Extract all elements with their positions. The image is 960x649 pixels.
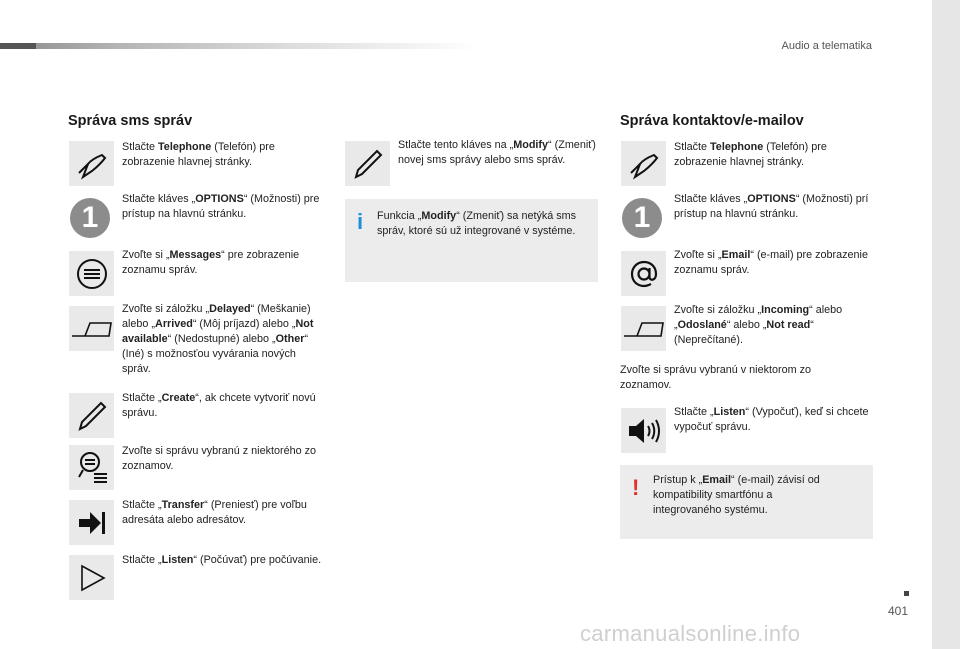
tab-icon bbox=[69, 306, 114, 351]
bold-term: Create bbox=[161, 392, 196, 404]
bold-term: Email bbox=[721, 249, 751, 261]
bold-term: Not read bbox=[766, 319, 811, 331]
bold-term: Other bbox=[275, 333, 305, 345]
bold-term: Delayed bbox=[209, 303, 251, 315]
bold-term: Listen bbox=[713, 406, 746, 418]
header-decor-bar bbox=[0, 43, 480, 49]
bold-term: Telephone bbox=[158, 141, 212, 153]
left-item-2-text: Zvoľte si „Messages“ pre zobrazenie zoznamu správ. bbox=[122, 249, 300, 276]
phone-handset-icon bbox=[621, 141, 666, 186]
pencil-icon bbox=[69, 393, 114, 438]
section-name: Audio a telematika bbox=[781, 40, 872, 52]
warning-note-text: Prístup k „Email“ (e-mail) závisí od kompatibility smartfónu a integrovaného systému. bbox=[653, 474, 820, 516]
bold-term: Messages bbox=[169, 249, 222, 261]
bold-term: Telephone bbox=[710, 141, 764, 153]
bold-term: OPTIONS bbox=[195, 193, 244, 205]
page-marker bbox=[904, 591, 909, 596]
bold-term: Listen bbox=[161, 554, 194, 566]
message-list-icon bbox=[69, 445, 114, 490]
modify-text: Stlačte tento kláves na „Modify“ (Zmeniť) novej sms správy alebo sms správ. bbox=[398, 139, 596, 166]
bold-term: Email bbox=[702, 474, 732, 486]
bold-term: Modify bbox=[513, 139, 549, 151]
left-item-6-text: Stlačte „Transfer“ (Preniesť) pre voľbu adresáta alebo adresátov. bbox=[122, 499, 307, 526]
heading-sms: Správa sms správ bbox=[68, 113, 193, 129]
side-margin-strip bbox=[932, 0, 960, 649]
step-number-1-left: 1 bbox=[70, 198, 110, 238]
phone-handset-icon bbox=[69, 141, 114, 186]
left-item-3-text: Zvoľte si záložku „Delayed“ (Meškanie) alebo „Arrived“ (Môj príjazd) alebo „Not available“ (Nedostupné) alebo „Other“ (Iné) s možnosťou vyvárania nových správ. bbox=[122, 303, 314, 375]
bold-term: Transfer bbox=[161, 499, 205, 511]
warning-icon: ! bbox=[632, 475, 640, 500]
bold-term: Not available bbox=[122, 318, 314, 345]
bold-term: Modify bbox=[421, 210, 457, 222]
right-item-3-text: Zvoľte si záložku „Incoming“ alebo „Odoslané“ alebo „Not read“ (Neprečítané). bbox=[674, 304, 843, 346]
pencil-icon bbox=[345, 141, 390, 186]
page-number: 401 bbox=[887, 604, 908, 618]
header-decor-dark bbox=[0, 43, 36, 49]
transfer-icon bbox=[69, 500, 114, 545]
left-item-5-text: Zvoľte si správu vybranú z niektorého zo zoznamov. bbox=[122, 445, 316, 472]
left-item-4-text: Stlačte „Create“, ak chcete vytvoriť novú správu. bbox=[122, 392, 316, 419]
bold-term: Incoming bbox=[761, 304, 810, 316]
play-icon bbox=[69, 555, 114, 600]
speaker-icon bbox=[621, 408, 666, 453]
tab-icon bbox=[621, 306, 666, 351]
right-item-0-text: Stlačte Telephone (Telefón) pre zobrazenie hlavnej stránky. bbox=[674, 141, 827, 168]
right-item-2-text: Zvoľte si „Email“ (e-mail) pre zobrazenie zoznamu správ. bbox=[674, 249, 868, 276]
warning-note bbox=[620, 465, 873, 539]
messages-icon bbox=[69, 251, 114, 296]
bold-term: OPTIONS bbox=[747, 193, 796, 205]
listen-text: Stlačte „Listen“ (Vypočuť), keď si chcete vypočuť správu. bbox=[674, 406, 869, 433]
at-sign-icon bbox=[621, 251, 666, 296]
info-note bbox=[345, 199, 598, 282]
right-item-1-text: Stlačte kláves „OPTIONS“ (Možnosti) prí prístup na hlavnú stránku. bbox=[674, 193, 869, 220]
left-item-0-text: Stlačte Telephone (Telefón) pre zobrazenie hlavnej stránky. bbox=[122, 141, 275, 168]
select-message-text: Zvoľte si správu vybranú v niektorom zo zoznamov. bbox=[620, 364, 811, 391]
left-item-7-text: Stlačte „Listen“ (Počúvať) pre počúvanie. bbox=[122, 554, 322, 566]
heading-contacts: Správa kontaktov/e-mailov bbox=[620, 113, 804, 129]
info-note-text: Funkcia „Modify“ (Zmeniť) sa netýká sms správ, ktoré sú už integrované v systéme. bbox=[377, 210, 577, 237]
bold-term: Odoslané bbox=[677, 319, 727, 331]
info-icon: i bbox=[357, 209, 364, 234]
step-number-1-right: 1 bbox=[622, 198, 662, 238]
left-item-1-text: Stlačte kláves „OPTIONS“ (Možnosti) pre prístup na hlavnú stránku. bbox=[122, 193, 320, 220]
watermark: carmanualsonline.info bbox=[580, 621, 801, 646]
bold-term: Arrived bbox=[155, 318, 193, 330]
